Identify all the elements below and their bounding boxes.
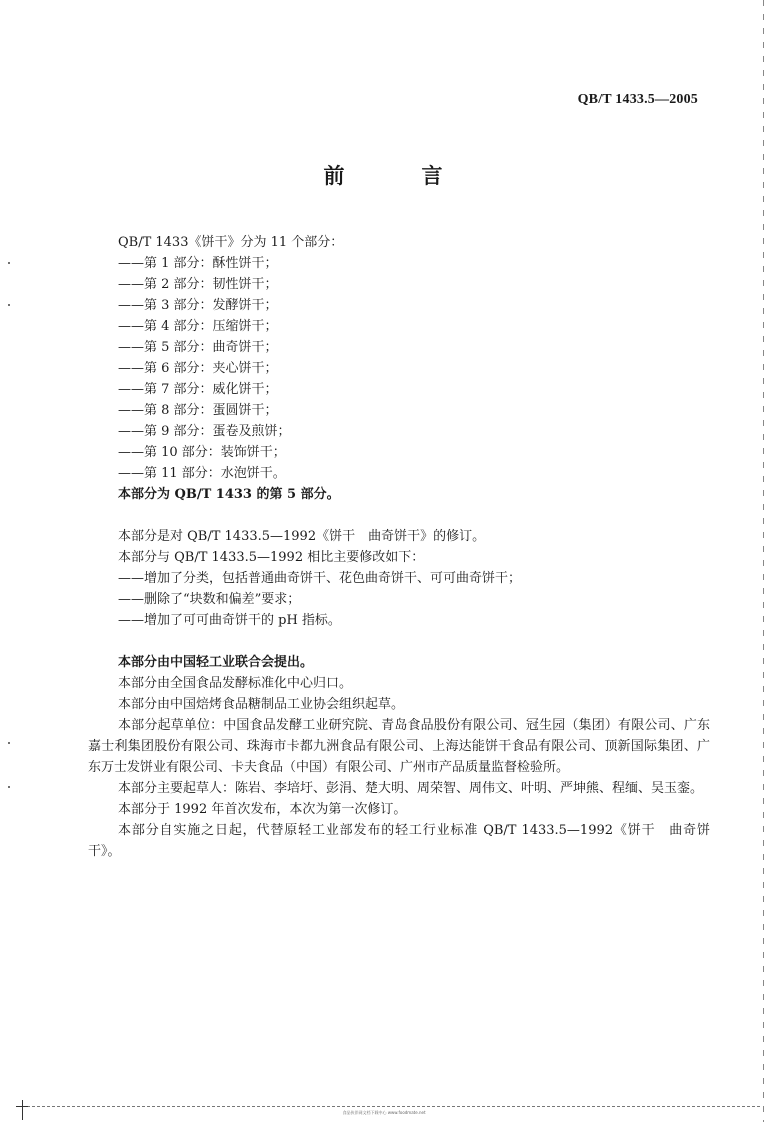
change-item: ——增加了可可曲奇饼干的 pH 指标。 <box>118 613 341 628</box>
centralized-by: 本部分由全国食品发酵标准化中心归口。 <box>118 676 353 691</box>
part-item: ——第 5 部分：曲奇饼干； <box>118 340 278 355</box>
drafters: 本部分主要起草人：陈岩、李培圩、彭涓、楚大明、周荣智、周伟文、叶明、严坤熊、程缅、吴玉銮。 <box>118 781 704 796</box>
foreword-body <box>88 232 710 862</box>
crop-mark <box>16 1106 28 1107</box>
change-item: ——增加了分类，包括普通曲奇饼干、花色曲奇饼干、可可曲奇饼干； <box>118 571 522 586</box>
part-item: ——第 6 部分：夹心饼干； <box>118 361 278 376</box>
part-item: ——第 9 部分：蛋卷及煎饼； <box>118 424 291 439</box>
standard-code: QB/T 1433.5—2005 <box>577 92 698 107</box>
drafting-units: 本部分起草单位：中国食品发酵工业研究院、青岛食品股份有限公司、冠生园（集团）有限公司、广东嘉士利集团股份有限公司、珠海市卡都九洲食品有限公司、上海达能饼干食品有限公司、顶新国际集团、广东万士发饼业有限公司、卡夫食品（中国）有限公司、广州市产品质量监督检验所。 <box>88 718 710 775</box>
part-item: ——第 8 部分：蛋圆饼干； <box>118 403 278 418</box>
part-item: ——第 1 部分：酥性饼干； <box>118 256 278 271</box>
proposed-by: 本部分由中国轻工业联合会提出。 <box>118 655 314 670</box>
replaces-statement: 本部分自实施之日起，代替原轻工业部发布的轻工行业标准 QB/T 1433.5—1992《饼干 曲奇饼干》。 <box>88 823 710 859</box>
first-issue: 本部分于 1992 年首次发布，本次为第一次修订。 <box>118 802 407 817</box>
parts-intro: QB/T 1433《饼干》分为 11 个部分： <box>118 235 344 250</box>
part-item: ——第 3 部分：发酵饼干； <box>118 298 278 313</box>
part-item: ——第 2 部分：韧性饼干； <box>118 277 278 292</box>
part-statement: 本部分为 QB/T 1433 的第 5 部分。 <box>118 487 340 502</box>
part-item: ——第 4 部分：压缩饼干； <box>118 319 278 334</box>
revision-statement: 本部分是对 QB/T 1433.5—1992《饼干 曲奇饼干》的修订。 <box>118 529 486 544</box>
page-edge <box>763 0 764 1122</box>
part-item: ——第 10 部分：装饰饼干； <box>118 445 286 460</box>
footer-note: 食品伙伴网文档下载中心 www.foodmate.net <box>342 1110 426 1115</box>
change-item: ——删除了“块数和偏差”要求； <box>118 592 301 607</box>
part-item: ——第 7 部分：威化饼干； <box>118 382 278 397</box>
page-title: 前 言 <box>323 163 471 188</box>
revision-intro: 本部分与 QB/T 1433.5—1992 相比主要修改如下： <box>118 550 425 565</box>
organized-by: 本部分由中国焙烤食品糖制品工业协会组织起草。 <box>118 697 405 712</box>
part-item: ——第 11 部分：水泡饼干。 <box>118 466 286 481</box>
bottom-rule <box>22 1106 760 1107</box>
